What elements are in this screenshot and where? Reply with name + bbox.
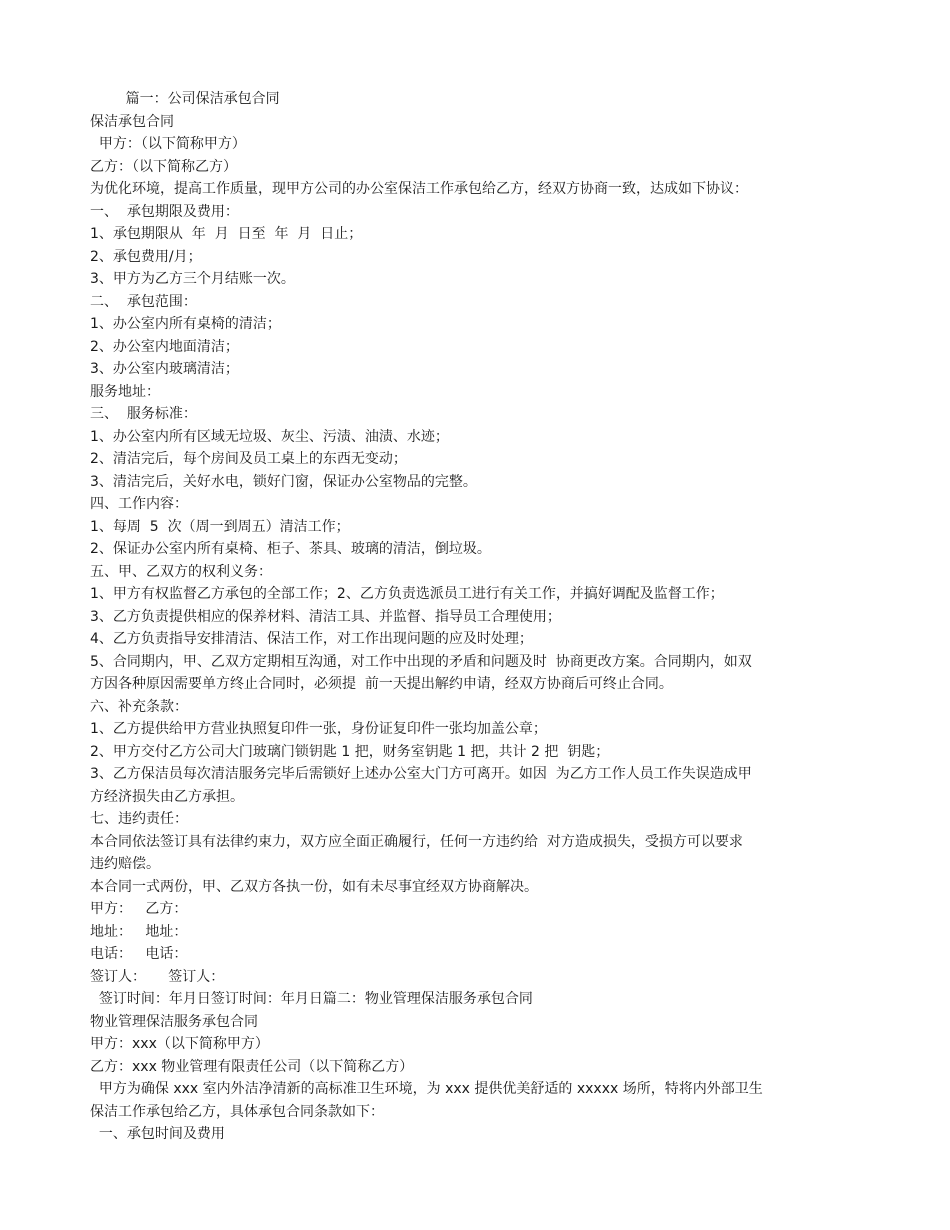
clause-line: 3、乙方保洁员每次清洁服务完毕后需锁好上述办公室大门方可离开。如因 为乙方工作人员工作失误造成甲 (90, 766, 752, 782)
service-address-line: 服务地址： (90, 383, 160, 400)
signature-party-line: 甲方： 乙方： (90, 901, 188, 917)
clause-line: 3、乙方负责提供相应的保养材料、清洁工具、并监督、指导员工合理使用； (90, 608, 561, 625)
signatory-line: 签订人： 签订人： (90, 968, 225, 985)
clause-line: 1、乙方提供给甲方营业执照复印件一张，身份证复印件一张均加盖公章； (90, 721, 547, 737)
clause-line: 3、甲方为乙方三个月结账一次。 (90, 271, 295, 287)
clause-line: 方经济损失由乙方承担。 (90, 788, 244, 805)
heading-liability: 七、违约责任： (90, 811, 188, 827)
clause-line: 2、清洁完后，每个房间及员工桌上的东西无变动； (90, 451, 407, 467)
contract-title: 保洁承包合同 (90, 113, 174, 130)
clause-line: 违约赔偿。 (90, 856, 160, 872)
intro-paragraph-2: 甲方为确保 xxx 室内外洁净清新的高标准卫生环境，为 xxx 提供优美舒适的 xxxxx 场所，特将内外部卫生 (90, 1081, 763, 1097)
heading-scope: 二、 承包范围： (90, 293, 197, 310)
clause-line: 本合同一式两份，甲、乙双方各执一份，如有未尽事宜经双方协商解决。 (90, 878, 538, 895)
clause-line: 本合同依法签订具有法律约束力，双方应全面正确履行，任何一方违约给 对方造成损失，受损方可以要求 (90, 833, 743, 850)
heading-work-content: 四、工作内容： (90, 496, 188, 512)
clause-line: 3、办公室内玻璃清洁； (90, 361, 239, 377)
clause-line: 2、保证办公室内所有桌椅、柜子、茶具、玻璃的清洁，倒垃圾。 (90, 541, 491, 557)
clause-line: 2、承包费用/月； (90, 248, 202, 265)
heading-service-standard: 三、 服务标准： (90, 406, 197, 422)
intro-paragraph-2-cont: 保洁工作承包给乙方，具体承包合同条款如下： (90, 1103, 384, 1120)
clause-line: 1、办公室内所有桌椅的清洁； (90, 316, 281, 332)
heading-supplementary: 六、补充条款： (90, 698, 188, 715)
heading-term-and-fee: 一、 承包期限及费用： (90, 203, 239, 220)
clause-line: 1、每周 5 次（周一到周五）清洁工作； (90, 518, 350, 535)
clause-line: 1、办公室内所有区域无垃圾、灰尘、污渍、油渍、水迹； (90, 428, 449, 445)
clause-line: 1、承包期限从 年 月 日至 年 月 日止； (90, 226, 363, 242)
document-page (90, 88, 870, 1146)
party-a-line: 甲方：（以下简称甲方） (90, 136, 246, 152)
clause-line: 2、甲方交付乙方公司大门玻璃门锁钥匙 1 把，财务室钥匙 1 把，共计 2 把 钥匙； (90, 743, 610, 760)
party-a-line-2: 甲方：xxx（以下简称甲方） (90, 1036, 269, 1052)
signature-address-line: 地址： 地址： (90, 923, 188, 940)
clause-line: 5、合同期内，甲、乙双方定期相互沟通，对工作中出现的矛盾和问题及时 协商更改方案。合同期内，如双 (90, 653, 752, 670)
clause-line: 1、甲方有权监督乙方承包的全部工作；2、乙方负责选派员工进行有关工作，并搞好调配及监督工作； (90, 586, 724, 602)
clause-line: 2、办公室内地面清洁； (90, 338, 239, 355)
party-b-line: 乙方：（以下简称乙方） (90, 158, 237, 175)
heading-time-and-fee: 一、承包时间及费用 (90, 1126, 225, 1142)
heading-rights-obligations: 五、甲、乙双方的权利义务： (90, 563, 272, 580)
contract-title-2: 物业管理保洁服务承包合同 (90, 1013, 258, 1030)
signature-phone-line: 电话： 电话： (90, 946, 188, 962)
clause-line: 4、乙方负责指导安排清洁、保洁工作，对工作出现问题的应及时处理； (90, 631, 533, 647)
intro-paragraph: 为优化环境，提高工作质量，现甲方公司的办公室保洁工作承包给乙方，经双方协商一致，达成如下协议： (90, 181, 748, 197)
section-title: 篇一：公司保洁承包合同 (90, 91, 280, 107)
signing-date-line: 签订时间：年月日签订时间：年月日篇二：物业管理保洁服务承包合同 (90, 991, 533, 1007)
clause-line: 方因各种原因需要单方终止合同时，必须提 前一天提出解约申请，经双方协商后可终止合同。 (90, 676, 673, 692)
party-b-line-2: 乙方：xxx 物业管理有限责任公司（以下简称乙方） (90, 1058, 414, 1075)
clause-line: 3、清洁完后，关好水电，锁好门窗，保证办公室物品的完整。 (90, 473, 477, 490)
